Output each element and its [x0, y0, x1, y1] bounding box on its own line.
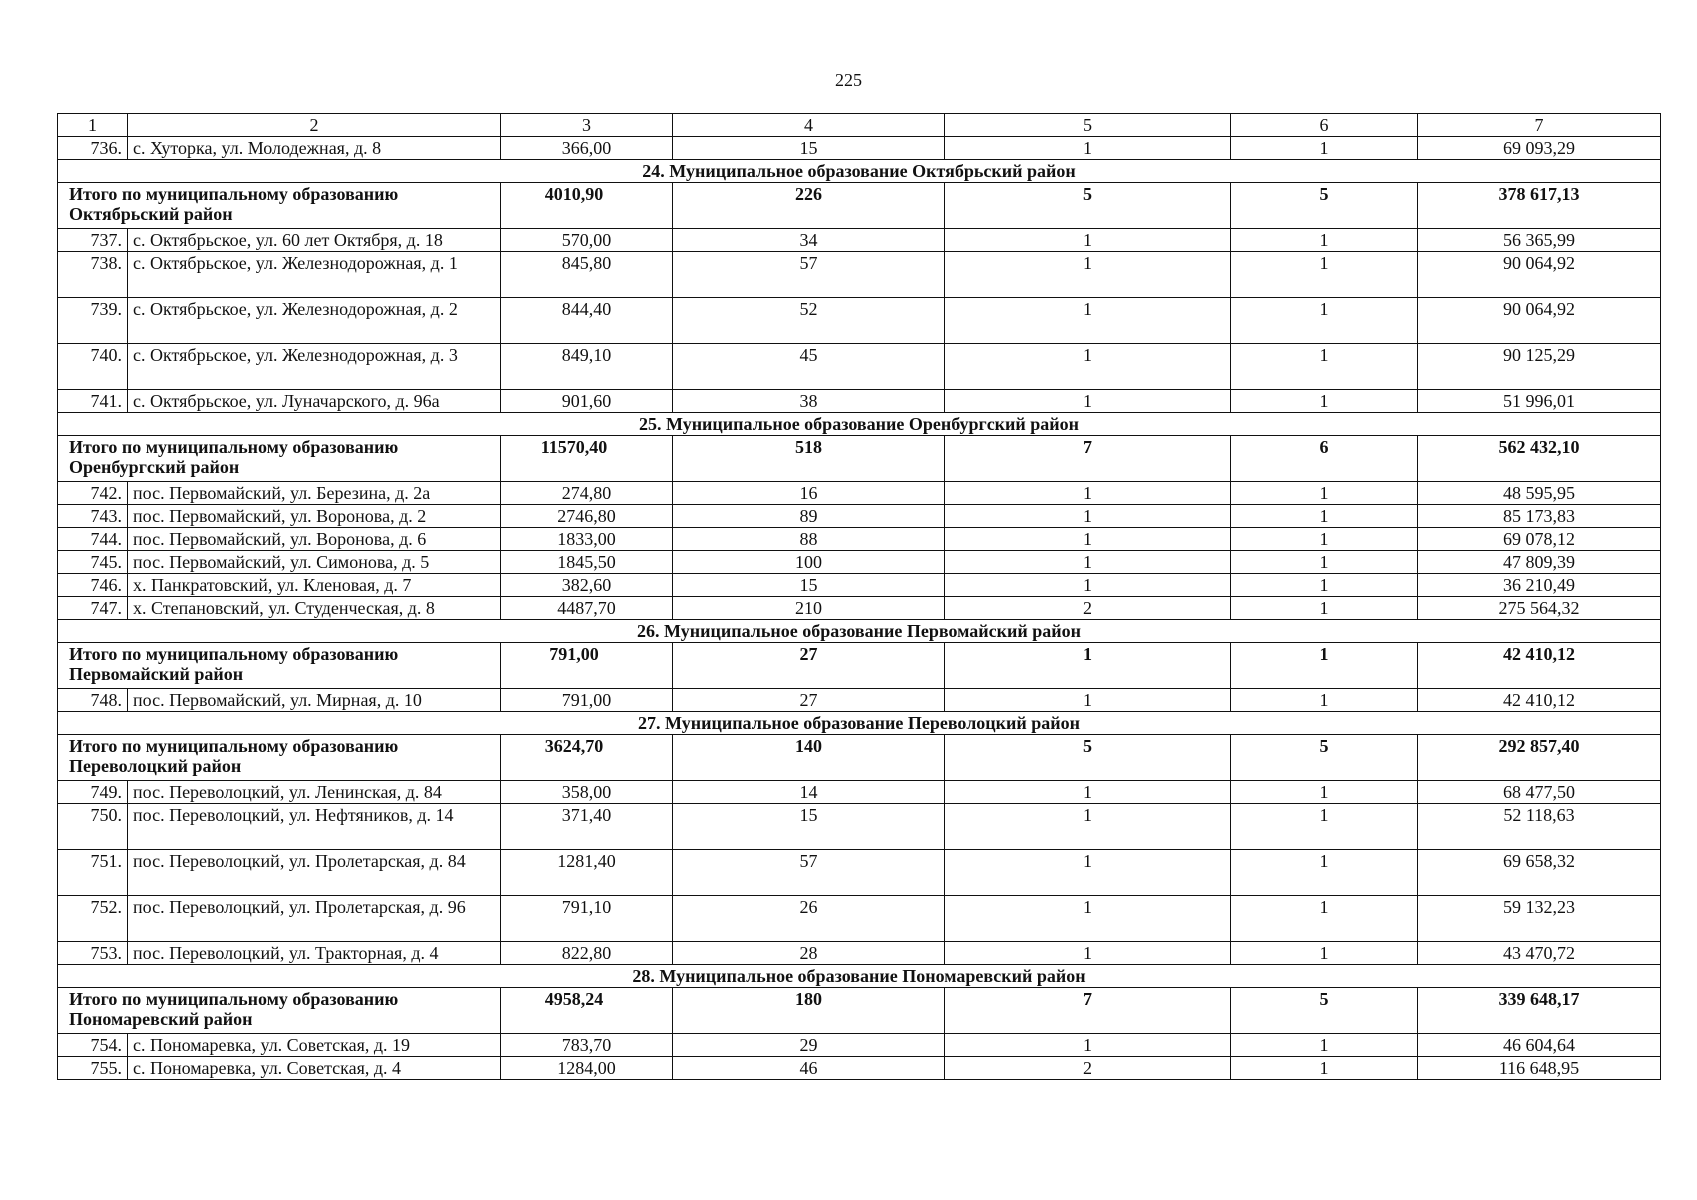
row-cost: 43 470,72: [1418, 942, 1661, 965]
row-col4: 100: [673, 551, 945, 574]
section-title: 24. Муниципальное образование Октябрьский район: [58, 160, 1661, 183]
row-address: с. Октябрьское, ул. Железнодорожная, д. 1: [128, 252, 501, 298]
row-number: 743.: [58, 505, 128, 528]
row-area: 822,80: [501, 942, 673, 965]
row-cost: 68 477,50: [1418, 781, 1661, 804]
subtotal-label: Итого по муниципальному образованию Первомайский район: [58, 643, 501, 689]
row-col6: 1: [1231, 390, 1418, 413]
row-address: пос. Первомайский, ул. Воронова, д. 2: [128, 505, 501, 528]
row-area: 1845,50: [501, 551, 673, 574]
row-col6: 1: [1231, 942, 1418, 965]
subtotal-label: Итого по муниципальному образованию Переволоцкий район: [58, 735, 501, 781]
subtotal-col6: 6: [1231, 436, 1418, 482]
table-row: [58, 781, 1661, 804]
subtotal-col4: 518: [673, 436, 945, 482]
row-col5: 1: [945, 344, 1231, 390]
table-row: [58, 344, 1661, 390]
row-number: 736.: [58, 137, 128, 160]
section-title: 26. Муниципальное образование Первомайский район: [58, 620, 1661, 643]
row-col4: 45: [673, 344, 945, 390]
table-row: [58, 1057, 1661, 1080]
section-header-row: [58, 712, 1661, 735]
row-col4: 27: [673, 689, 945, 712]
page-number: 225: [835, 70, 862, 90]
row-area: 844,40: [501, 298, 673, 344]
row-area: 4487,70: [501, 597, 673, 620]
column-number-row: [58, 114, 1661, 137]
table-row: [58, 229, 1661, 252]
row-address: пос. Переволоцкий, ул. Пролетарская, д. 84: [128, 850, 501, 896]
row-col5: 1: [945, 298, 1231, 344]
row-col5: 1: [945, 551, 1231, 574]
row-area: 274,80: [501, 482, 673, 505]
row-col4: 89: [673, 505, 945, 528]
row-area: 791,00: [501, 689, 673, 712]
row-address: с. Октябрьское, ул. 60 лет Октября, д. 18: [128, 229, 501, 252]
subtotal-label: Итого по муниципальному образованию Пономаревский район: [58, 988, 501, 1034]
row-address: с. Октябрьское, ул. Железнодорожная, д. 3: [128, 344, 501, 390]
table-row: [58, 137, 1661, 160]
row-col5: 1: [945, 689, 1231, 712]
row-number: 746.: [58, 574, 128, 597]
section-title: 27. Муниципальное образование Переволоцкий район: [58, 712, 1661, 735]
row-address: пос. Первомайский, ул. Мирная, д. 10: [128, 689, 501, 712]
section-title: 28. Муниципальное образование Пономаревский район: [58, 965, 1661, 988]
row-cost: 85 173,83: [1418, 505, 1661, 528]
row-number: 750.: [58, 804, 128, 850]
row-col6: 1: [1231, 896, 1418, 942]
row-col6: 1: [1231, 298, 1418, 344]
row-col6: 1: [1231, 482, 1418, 505]
row-area: 1284,00: [501, 1057, 673, 1080]
row-col6: 1: [1231, 574, 1418, 597]
row-area: 791,10: [501, 896, 673, 942]
row-col4: 52: [673, 298, 945, 344]
row-cost: 56 365,99: [1418, 229, 1661, 252]
row-area: 1281,40: [501, 850, 673, 896]
row-cost: 275 564,32: [1418, 597, 1661, 620]
row-number: 737.: [58, 229, 128, 252]
row-address: пос. Первомайский, ул. Березина, д. 2а: [128, 482, 501, 505]
row-col6: 1: [1231, 137, 1418, 160]
row-cost: 90 125,29: [1418, 344, 1661, 390]
table-row: [58, 597, 1661, 620]
row-col5: 1: [945, 781, 1231, 804]
table-row: [58, 551, 1661, 574]
row-col4: 15: [673, 574, 945, 597]
table-row: [58, 1034, 1661, 1057]
row-number: 755.: [58, 1057, 128, 1080]
row-col6: 1: [1231, 505, 1418, 528]
subtotal-area: 3624,70: [501, 735, 673, 781]
row-address: пос. Первомайский, ул. Воронова, д. 6: [128, 528, 501, 551]
row-col6: 1: [1231, 689, 1418, 712]
row-area: 1833,00: [501, 528, 673, 551]
table-row: [58, 390, 1661, 413]
row-number: 742.: [58, 482, 128, 505]
subtotal-cost: 42 410,12: [1418, 643, 1661, 689]
row-col5: 1: [945, 804, 1231, 850]
row-number: 751.: [58, 850, 128, 896]
subtotal-area: 4010,90: [501, 183, 673, 229]
row-address: пос. Переволоцкий, ул. Пролетарская, д. 96: [128, 896, 501, 942]
row-col4: 26: [673, 896, 945, 942]
row-address: с. Пономаревка, ул. Советская, д. 19: [128, 1034, 501, 1057]
subtotal-col6: 1: [1231, 643, 1418, 689]
subtotal-col4: 27: [673, 643, 945, 689]
subtotal-cost: 339 648,17: [1418, 988, 1661, 1034]
table-row: [58, 528, 1661, 551]
table-row: [58, 896, 1661, 942]
subtotal-row: [58, 643, 1661, 689]
row-col6: 1: [1231, 804, 1418, 850]
row-number: 748.: [58, 689, 128, 712]
row-address: с. Октябрьское, ул. Железнодорожная, д. 2: [128, 298, 501, 344]
row-cost: 69 078,12: [1418, 528, 1661, 551]
row-cost: 69 093,29: [1418, 137, 1661, 160]
row-col6: 1: [1231, 1034, 1418, 1057]
subtotal-col4: 180: [673, 988, 945, 1034]
row-cost: 90 064,92: [1418, 252, 1661, 298]
registry-table: [57, 113, 1661, 1080]
row-area: 570,00: [501, 229, 673, 252]
table-row: [58, 850, 1661, 896]
subtotal-area: 791,00: [501, 643, 673, 689]
row-address: пос. Переволоцкий, ул. Ленинская, д. 84: [128, 781, 501, 804]
row-area: 382,60: [501, 574, 673, 597]
row-col4: 15: [673, 804, 945, 850]
row-cost: 51 996,01: [1418, 390, 1661, 413]
row-col4: 14: [673, 781, 945, 804]
row-col5: 1: [945, 505, 1231, 528]
row-number: 738.: [58, 252, 128, 298]
row-col4: 28: [673, 942, 945, 965]
row-col6: 1: [1231, 252, 1418, 298]
section-header-row: [58, 413, 1661, 436]
row-col5: 1: [945, 137, 1231, 160]
subtotal-col5: 7: [945, 436, 1231, 482]
row-col4: 29: [673, 1034, 945, 1057]
row-cost: 69 658,32: [1418, 850, 1661, 896]
row-number: 752.: [58, 896, 128, 942]
row-col5: 2: [945, 1057, 1231, 1080]
row-col5: 1: [945, 252, 1231, 298]
column-number: 6: [1231, 114, 1418, 137]
column-number: 3: [501, 114, 673, 137]
row-address: с. Октябрьское, ул. Луначарского, д. 96а: [128, 390, 501, 413]
row-col5: 1: [945, 942, 1231, 965]
row-col4: 57: [673, 252, 945, 298]
subtotal-cost: 378 617,13: [1418, 183, 1661, 229]
subtotal-cost: 292 857,40: [1418, 735, 1661, 781]
row-area: 366,00: [501, 137, 673, 160]
row-address: х. Степановский, ул. Студенческая, д. 8: [128, 597, 501, 620]
row-cost: 47 809,39: [1418, 551, 1661, 574]
subtotal-label: Итого по муниципальному образованию Оренбургский район: [58, 436, 501, 482]
subtotal-col6: 5: [1231, 735, 1418, 781]
row-col5: 2: [945, 597, 1231, 620]
subtotal-col5: 1: [945, 643, 1231, 689]
row-cost: 42 410,12: [1418, 689, 1661, 712]
subtotal-row: [58, 988, 1661, 1034]
row-cost: 116 648,95: [1418, 1057, 1661, 1080]
column-number: 5: [945, 114, 1231, 137]
row-col5: 1: [945, 896, 1231, 942]
table-row: [58, 689, 1661, 712]
row-col4: 88: [673, 528, 945, 551]
row-col4: 38: [673, 390, 945, 413]
subtotal-cost: 562 432,10: [1418, 436, 1661, 482]
table-row: [58, 505, 1661, 528]
row-address: пос. Переволоцкий, ул. Нефтяников, д. 14: [128, 804, 501, 850]
row-col6: 1: [1231, 850, 1418, 896]
subtotal-area: 11570,40: [501, 436, 673, 482]
row-number: 749.: [58, 781, 128, 804]
row-col5: 1: [945, 482, 1231, 505]
row-area: 849,10: [501, 344, 673, 390]
subtotal-col5: 5: [945, 183, 1231, 229]
row-cost: 36 210,49: [1418, 574, 1661, 597]
row-col6: 1: [1231, 528, 1418, 551]
row-col5: 1: [945, 1034, 1231, 1057]
row-number: 745.: [58, 551, 128, 574]
column-number: 2: [128, 114, 501, 137]
row-address: пос. Переволоцкий, ул. Тракторная, д. 4: [128, 942, 501, 965]
row-col5: 1: [945, 574, 1231, 597]
table-row: [58, 574, 1661, 597]
subtotal-col5: 7: [945, 988, 1231, 1034]
row-col4: 46: [673, 1057, 945, 1080]
section-title: 25. Муниципальное образование Оренбургский район: [58, 413, 1661, 436]
column-number: 7: [1418, 114, 1661, 137]
row-col6: 1: [1231, 551, 1418, 574]
column-number: 4: [673, 114, 945, 137]
row-area: 2746,80: [501, 505, 673, 528]
row-col4: 15: [673, 137, 945, 160]
row-number: 739.: [58, 298, 128, 344]
subtotal-row: [58, 735, 1661, 781]
table-row: [58, 482, 1661, 505]
row-col6: 1: [1231, 344, 1418, 390]
row-number: 740.: [58, 344, 128, 390]
table-row: [58, 804, 1661, 850]
row-col6: 1: [1231, 1057, 1418, 1080]
subtotal-col4: 226: [673, 183, 945, 229]
row-area: 371,40: [501, 804, 673, 850]
row-col6: 1: [1231, 597, 1418, 620]
column-number: 1: [58, 114, 128, 137]
subtotal-col6: 5: [1231, 988, 1418, 1034]
subtotal-col5: 5: [945, 735, 1231, 781]
row-number: 744.: [58, 528, 128, 551]
section-header-row: [58, 620, 1661, 643]
section-header-row: [58, 160, 1661, 183]
subtotal-col4: 140: [673, 735, 945, 781]
section-header-row: [58, 965, 1661, 988]
table-row: [58, 298, 1661, 344]
row-cost: 90 064,92: [1418, 298, 1661, 344]
row-area: 358,00: [501, 781, 673, 804]
table-row: [58, 252, 1661, 298]
row-col6: 1: [1231, 229, 1418, 252]
row-col5: 1: [945, 390, 1231, 413]
subtotal-row: [58, 183, 1661, 229]
subtotal-col6: 5: [1231, 183, 1418, 229]
row-col5: 1: [945, 229, 1231, 252]
registry-body: [58, 114, 1661, 1080]
row-col5: 1: [945, 528, 1231, 551]
row-col6: 1: [1231, 781, 1418, 804]
row-cost: 46 604,64: [1418, 1034, 1661, 1057]
row-col4: 16: [673, 482, 945, 505]
row-col4: 210: [673, 597, 945, 620]
row-col5: 1: [945, 850, 1231, 896]
row-number: 747.: [58, 597, 128, 620]
subtotal-label: Итого по муниципальному образованию Октябрьский район: [58, 183, 501, 229]
row-area: 901,60: [501, 390, 673, 413]
row-cost: 52 118,63: [1418, 804, 1661, 850]
row-address: х. Панкратовский, ул. Кленовая, д. 7: [128, 574, 501, 597]
row-cost: 59 132,23: [1418, 896, 1661, 942]
row-number: 753.: [58, 942, 128, 965]
subtotal-row: [58, 436, 1661, 482]
row-address: с. Хуторка, ул. Молодежная, д. 8: [128, 137, 501, 160]
row-area: 845,80: [501, 252, 673, 298]
row-col4: 34: [673, 229, 945, 252]
row-cost: 48 595,95: [1418, 482, 1661, 505]
row-address: с. Пономаревка, ул. Советская, д. 4: [128, 1057, 501, 1080]
subtotal-area: 4958,24: [501, 988, 673, 1034]
row-number: 741.: [58, 390, 128, 413]
row-number: 754.: [58, 1034, 128, 1057]
row-col4: 57: [673, 850, 945, 896]
table-row: [58, 942, 1661, 965]
row-area: 783,70: [501, 1034, 673, 1057]
row-address: пос. Первомайский, ул. Симонова, д. 5: [128, 551, 501, 574]
